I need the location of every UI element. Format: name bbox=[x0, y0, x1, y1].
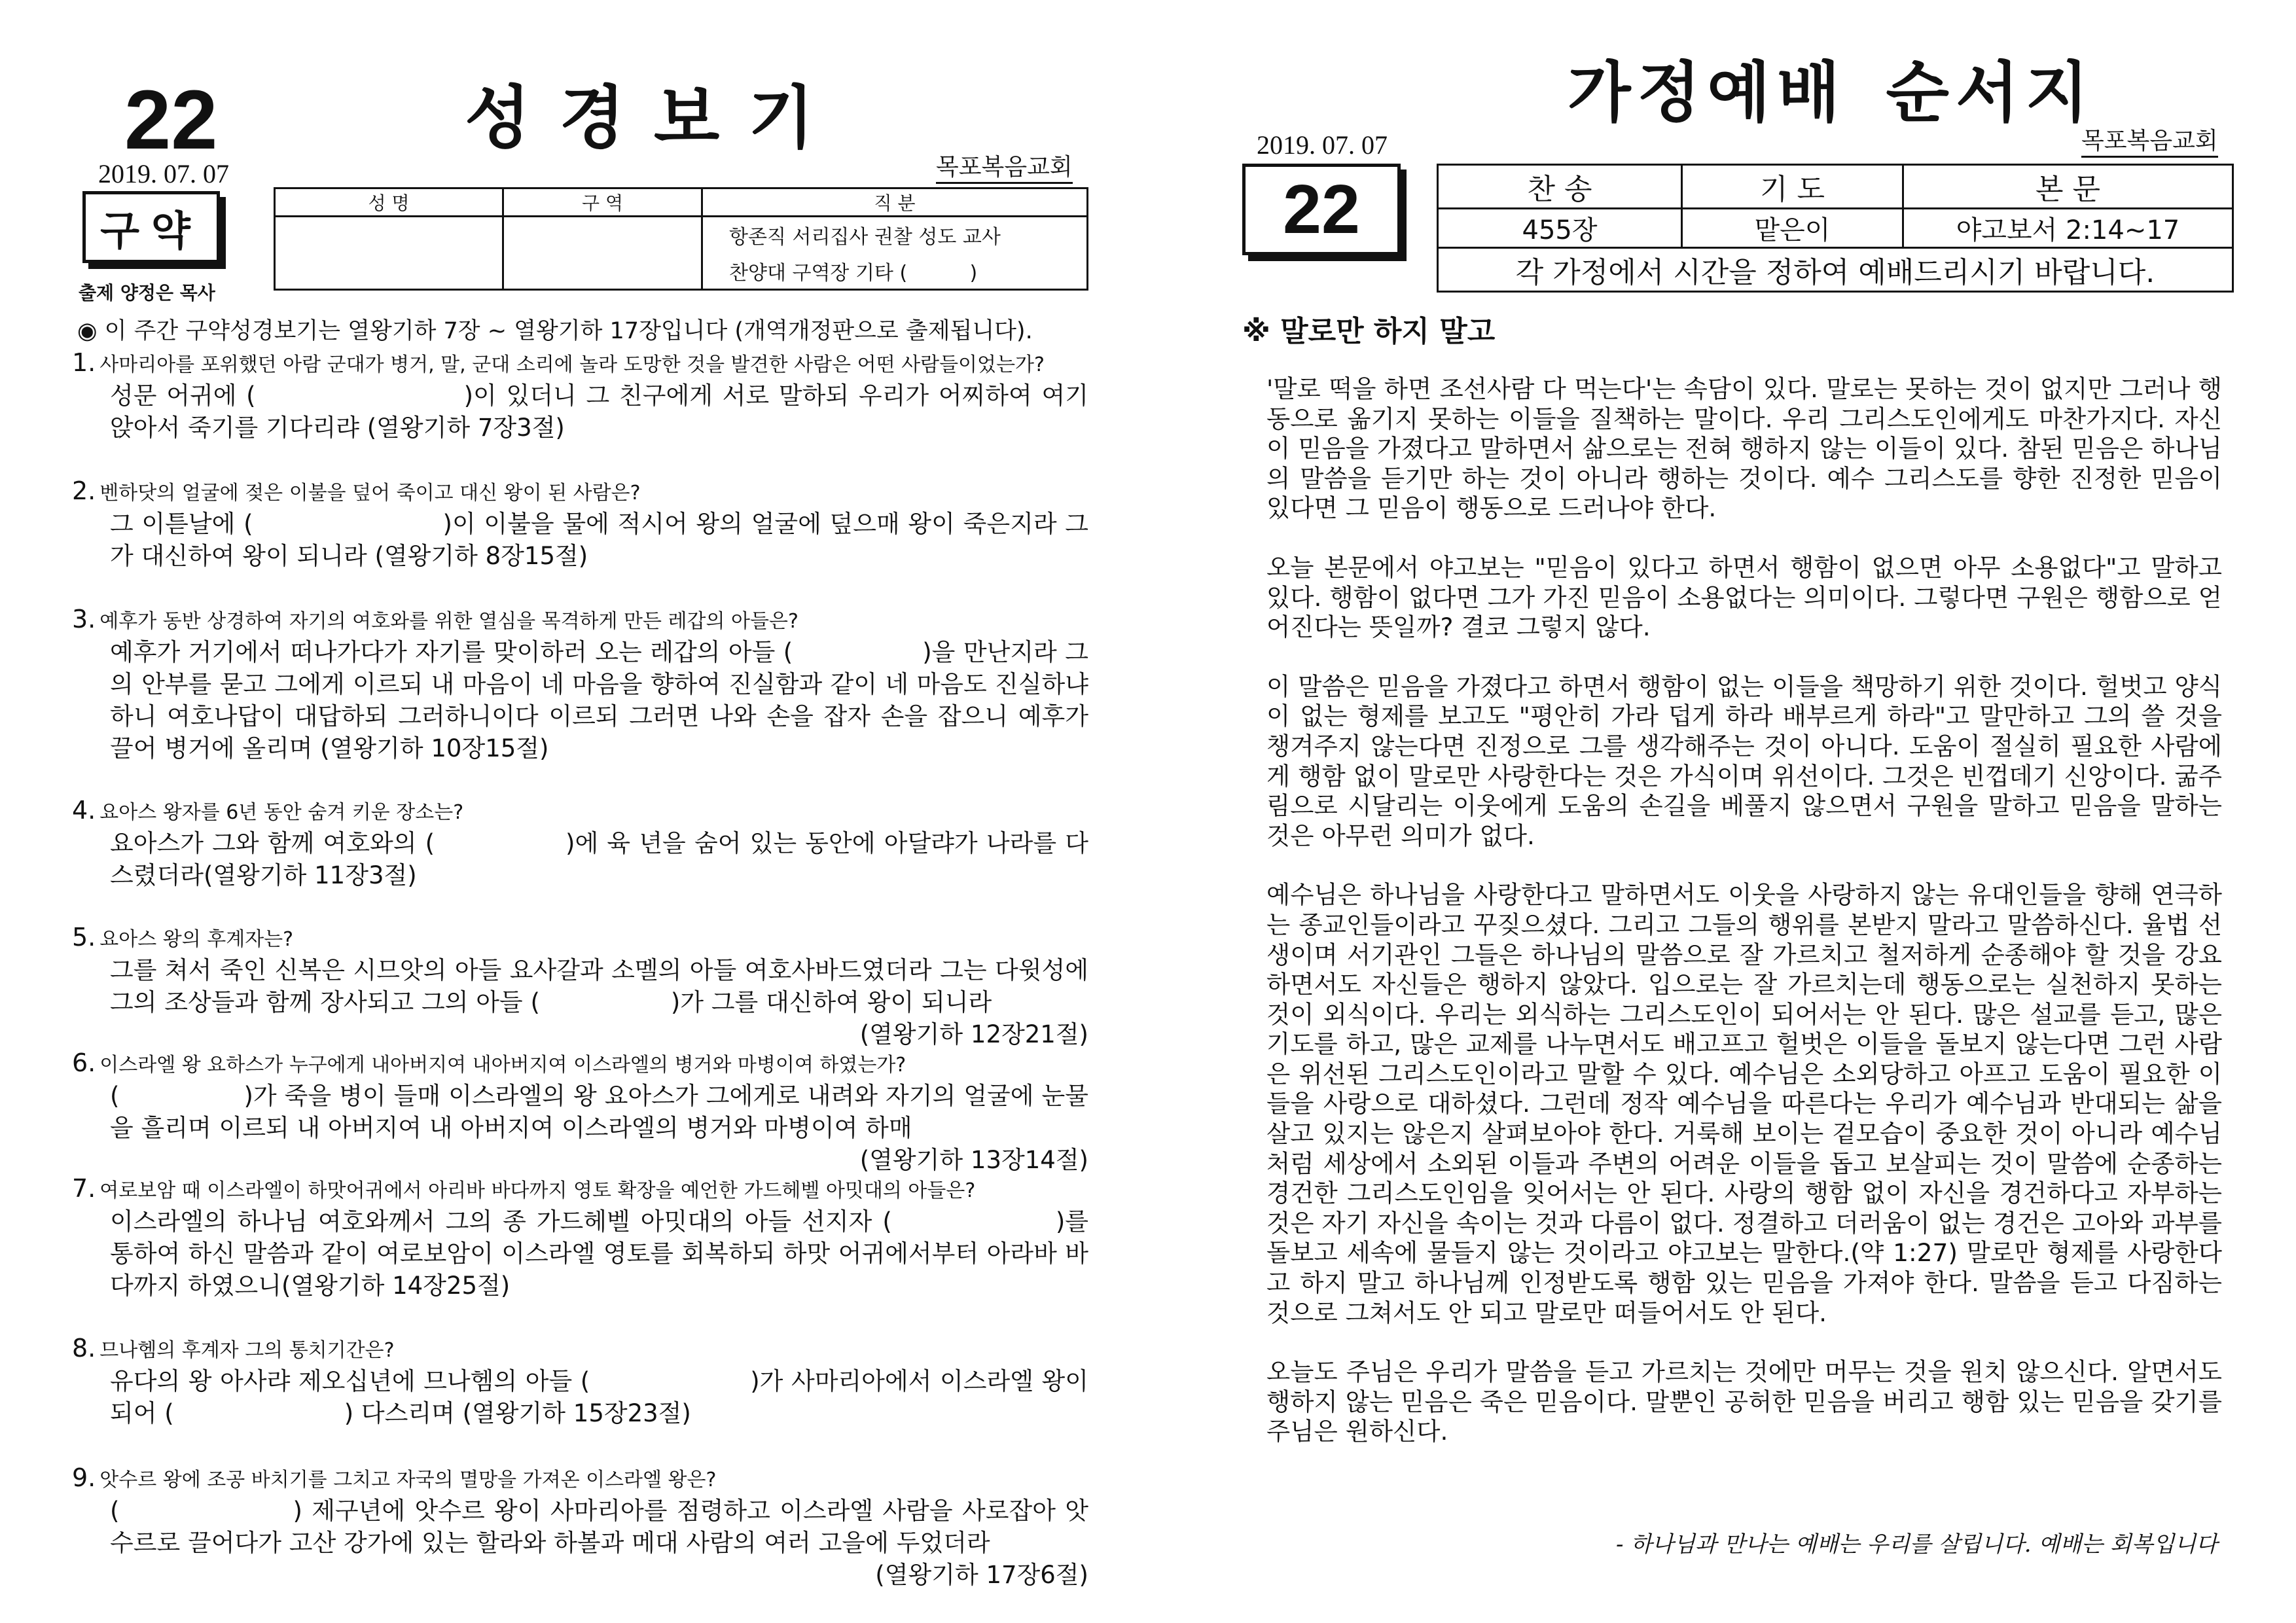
question-number: 1. bbox=[72, 348, 96, 377]
question-text: 앗수르 왕에 조공 바치기를 그치고 자국의 멸망을 가져온 이스라엘 왕은? bbox=[99, 1469, 717, 1491]
page-title: 성경보기 bbox=[465, 78, 843, 158]
sermon-paragraph: 예수님은 하나님을 사랑한다고 말하면서도 이웃을 사랑하지 않는 유대인들을 향해 연극하는 종교인들이라고 꾸짖으셨다. 그리고 그들의 행위를 본받지 말라고 말씀하신다. 율법 선생이며 서기관인 그들은 하나님의 말씀으로 잘 가르치고 철저하게 순종해야 할 것을 강요하면서도 자신들은 행하지 않았다. 입으로는 잘 가르치는데 행동으로는 실천하지 못하는 것이 외식이다. 우리는 외식하는 그리스도인이 되어서는 안 된다. 많은 설교를 듣고, 많은 기도를 하고, 많은 교제를 나누면서도 배고프고 헐벗은 이들을 돌보지 않는다면 그런 사람은 위선된 그리스도인이라고 말할 수 있다. 예수님은 소외당하고 아프고 도움이 필요한 이들을 사랑으로 대하셨다. 그런데 정작 예수님을 따른다는 우리가 예수님과 반대되는 삶을 살고 있지는 않은지 살펴보아야 한다. 거룩해 보이는 겉모습이 중요한 것이 아니라 예수님처럼 세상에서 소외된 이들과 주변의 어려운 이들을 돕고 보살피는 것이 말씀에 순종하는 경건한 그리스도인임을 잊어서는 안 된다. 사랑의 행함 없이 자신을 경건하다고 자부하는 것은 자기 자신을 속이는 것과 다름이 없다. 정결하고 더러움이 없는 경건은 고아와 과부를 돌보고 세속에 물들지 않는 것이라고 야고보는 말한다.(약 1:27) 말로만 형제를 사랑한다고 하지 말고 하나님께 인정받도록 행함 있는 믿음을 가져야 한다. 말씀을 듣고 다짐하는 것으로 그쳐서도 안 되고 말로만 떠들어서도 안 된다. bbox=[1266, 880, 2223, 1327]
scripture-value: 야고보서 2:14~17 bbox=[1903, 209, 2233, 248]
question-text: 므나헴의 후계자 그의 통치기간은? bbox=[99, 1339, 395, 1362]
intro-text: ◉ 이 주간 구약성경보기는 열왕기하 7장 ~ 열왕기하 17장입니다 (개역개정판으로 출제됩니다). bbox=[77, 318, 1033, 344]
question-number: 2. bbox=[72, 476, 96, 505]
worship-number: 22 bbox=[1283, 171, 1360, 248]
question-text: 이스라엘 왕 요하스가 누구에게 내아버지여 내아버지여 이스라엘의 병거와 마병이여 하였는가? bbox=[99, 1054, 906, 1077]
reg-header-name: 성 명 bbox=[275, 188, 503, 217]
question-number: 3. bbox=[72, 605, 96, 633]
worship-order-table bbox=[1437, 164, 2234, 293]
title-word: 순서지 bbox=[1886, 54, 2096, 131]
col-header-hymn: 찬 송 bbox=[1438, 165, 1682, 209]
question-3 bbox=[72, 605, 1088, 764]
closing-motto: - 하나님과 만나는 예배는 우리를 살립니다. 예배는 회복입니다 bbox=[1615, 1531, 2217, 1558]
worship-note: 각 가정에서 시간을 정하여 예배드리시기 바랍니다. bbox=[1438, 248, 2233, 292]
reg-header-duty: 직 분 bbox=[702, 188, 1088, 217]
col-header-scripture: 본 문 bbox=[1903, 165, 2233, 209]
question-9 bbox=[72, 1463, 1088, 1591]
question-text: 예후가 동반 상경하여 자기의 여호와를 위한 열심을 목격하게 만든 레갑의 아들은? bbox=[99, 610, 798, 633]
reg-duty-line1: 항존직 서리집사 권찰 성도 교사 bbox=[702, 217, 1088, 253]
col-header-prayer: 기 도 bbox=[1682, 165, 1903, 209]
question-4 bbox=[72, 796, 1088, 891]
sermon-paragraph: 오늘 본문에서 야고보는 "믿음이 있다고 하면서 행함이 없으면 아무 소용없다"고 말하고 있다. 행함이 없다면 그가 가진 믿음이 소용없다는 의미이다. 그렇다면 구원은 행함으로 얻어진다는 뜻일까? 결코 그렇지 않다. bbox=[1266, 552, 2222, 642]
verse-reference: (열왕기하 12장21절) bbox=[859, 1020, 1088, 1048]
answer-text: )가 죽을 병이 들매 이스라엘의 왕 요아스가 그에게로 내려와 자기의 얼굴에 눈물을 흘리며 이르되 내 아버지여 내 아버지여 이스라엘의 병거와 마병이여 하매 bbox=[110, 1082, 1088, 1142]
testament-tag-label: 구약 bbox=[100, 206, 202, 255]
worship-church-name: 목포복음교회 bbox=[2081, 130, 2218, 158]
answer-text: )가 그를 대신하여 왕이 되니라 bbox=[670, 988, 992, 1016]
answer-text: ( bbox=[110, 1497, 120, 1525]
sermon-body bbox=[1266, 374, 2222, 1476]
answer-text: 그 이튿날에 ( bbox=[110, 510, 253, 538]
question-2 bbox=[72, 476, 1088, 572]
sheet-number: 22 bbox=[124, 73, 218, 167]
verse-reference: (열왕기하 17장6절) bbox=[875, 1561, 1088, 1589]
answer-text: )가 사마리아에서 이스라엘 왕이 되어 ( bbox=[110, 1367, 1088, 1427]
question-number: 9. bbox=[72, 1463, 96, 1492]
question-number: 7. bbox=[72, 1174, 96, 1203]
answer-text: )을 만난지라 그의 안부를 묻고 그에게 이르되 내 마음이 네 마음을 향하여 진실함과 같이 네 마음도 진실하냐 하니 여호나답이 대답하되 그러하니이다 이르되 그러면 나와 손을 잡자 손을 잡으니 예후가 끌어 병거에 올리며 (열왕기하 10장15절) bbox=[110, 638, 1088, 762]
answer-text: )에 육 년을 숨어 있는 동안에 아달랴가 나라를 다스렸더라(열왕기하 11장3절) bbox=[110, 829, 1088, 889]
answer-text: )이 이불을 물에 적시어 왕의 얼굴에 덮으매 왕이 죽은지라 그가 대신하여 왕이 되니라 (열왕기하 8장15절) bbox=[110, 510, 1088, 570]
hymn-value: 455장 bbox=[1438, 209, 1682, 248]
worship-date: 2019. 07. 07 bbox=[1257, 130, 1388, 160]
question-text: 여로보암 때 이스라엘이 하맛어귀에서 아리바 바다까지 영토 확장을 예언한 가드헤벨 아밋대의 아들은? bbox=[99, 1179, 976, 1202]
question-5 bbox=[72, 923, 1088, 1050]
question-number: 4. bbox=[72, 796, 96, 825]
reg-district-field[interactable] bbox=[503, 217, 702, 290]
answer-text: 그를 쳐서 죽인 신복은 시므앗의 아들 요사갈과 소멜의 아들 여호사바드였더라 그는 다윗성에 그의 조상들과 함께 장사되고 그의 아들 ( bbox=[110, 956, 1088, 1016]
question-author: 출제 양정은 목사 bbox=[79, 282, 215, 304]
question-text: 사마리아를 포위했던 아람 군대가 병거, 말, 군대 소리에 놀라 도망한 것을 발견한 사람은 어떤 사람들이었는가? bbox=[99, 353, 1045, 376]
answer-text: )이 있더니 그 친구에게 서로 말하되 우리가 어찌하여 여기 앉아서 죽기를 기다리랴 (열왕기하 7장3절) bbox=[110, 382, 1089, 442]
question-8 bbox=[72, 1334, 1088, 1429]
worship-number-box bbox=[1242, 164, 1401, 255]
question-text: 요아스 왕의 후계자는? bbox=[99, 928, 294, 951]
reg-header-district: 구 역 bbox=[503, 188, 702, 217]
sermon-heading: ※ 말로만 하지 말고 bbox=[1242, 315, 1496, 348]
answer-text: 유다의 왕 아사랴 제오십년에 므나헴의 아들 ( bbox=[110, 1367, 590, 1395]
question-7 bbox=[72, 1174, 1088, 1302]
answer-text: )를 통하여 하신 말씀과 같이 여로보암이 이스라엘 영토를 회복하되 하맛 어귀에서부터 아라바 바다까지 하였으니(열왕기하 14장25절) bbox=[110, 1207, 1088, 1300]
answer-text: 요아스가 그와 함께 여호와의 ( bbox=[110, 829, 435, 857]
testament-tag bbox=[82, 191, 220, 263]
reg-duty-line2: 찬양대 구역장 기타 ( ) bbox=[702, 253, 1088, 290]
church-name: 목포복음교회 bbox=[936, 156, 1073, 184]
question-number: 5. bbox=[72, 923, 96, 952]
prayer-value: 맡은이 bbox=[1682, 209, 1903, 248]
answer-text: 예후가 거기에서 떠나가다가 자기를 맞이하러 오는 레갑의 아들 ( bbox=[110, 638, 793, 666]
question-text: 요아스 왕자를 6년 동안 숨겨 키운 장소는? bbox=[99, 801, 464, 824]
worship-order-title bbox=[1568, 54, 2096, 131]
question-1 bbox=[72, 348, 1089, 444]
sermon-paragraph: 이 말씀은 믿음을 가졌다고 하면서 행함이 없는 이들을 책망하기 위한 것이다. 헐벗고 양식이 없는 형제를 보고도 "평안히 가라 덥게 하라 배부르게 하라"고 말만하고 그의 쓸 것을 챙겨주지 않는다면 진정으로 그를 생각해주는 것이 아니다. 도움이 절실히 필요한 사람에게 행함 없이 말로만 사랑한다는 것은 가식이며 위선이다. 그것은 빈껍데기 신앙이다. 굶주림으로 시달리는 이웃에게 도움의 손길을 베풀지 않으면서 구원을 말하고 믿음을 말하는 것은 아무런 의미가 없다. bbox=[1266, 671, 2222, 850]
title-word: 가정예배 bbox=[1568, 54, 1847, 131]
answer-text: ) 다스리며 (열왕기하 15장23절) bbox=[344, 1399, 691, 1427]
reg-name-field[interactable] bbox=[275, 217, 503, 290]
question-number: 8. bbox=[72, 1334, 96, 1363]
question-number: 6. bbox=[72, 1048, 96, 1077]
question-6 bbox=[72, 1048, 1088, 1176]
sermon-paragraph: '말로 떡을 하면 조선사람 다 먹는다'는 속담이 있다. 말로는 못하는 것이 없지만 그러나 행동으로 옮기지 못하는 이들을 질책하는 말이다. 우리 그리스도인에게도 마찬가지다. 자신이 믿음을 가졌다고 말하면서 삶으로는 전혀 행하지 않는 이들이 있다. 참된 믿음은 하나님의 말씀을 듣기만 하는 것이 아니라 행하는 것이다. 예수 그리스도를 향한 진정한 믿음이 있다면 그 믿음이 행동으로 드러나야 한다. bbox=[1266, 374, 2222, 523]
answer-text: 성문 어귀에 ( bbox=[110, 382, 256, 410]
verse-reference: (열왕기하 13장14절) bbox=[859, 1146, 1088, 1174]
registration-table bbox=[274, 187, 1088, 291]
answer-text: ) 제구년에 앗수르 왕이 사마리아를 점령하고 이스라엘 사람을 사로잡아 앗수르로 끌어다가 고산 강가에 있는 할라와 하볼과 메대 사람의 여러 고을에 두었더라 bbox=[110, 1497, 1088, 1557]
answer-text: 이스라엘의 하나님 여호와께서 그의 종 가드헤벨 아밋대의 아들 선지자 ( bbox=[110, 1207, 892, 1236]
answer-text: ( bbox=[110, 1082, 120, 1110]
sermon-paragraph: 오늘도 주님은 우리가 말씀을 듣고 가르치는 것에만 머무는 것을 원치 않으신다. 알면서도 행하지 않는 믿음은 죽은 믿음이다. 말뿐인 공허한 믿음을 버리고 행함 있는 믿음을 갖기를 주님은 원하신다. bbox=[1266, 1357, 2222, 1446]
question-text: 벤하닷의 얼굴에 젖은 이불을 덮어 죽이고 대신 왕이 된 사람은? bbox=[99, 482, 641, 505]
issue-date: 2019. 07. 07 bbox=[98, 159, 229, 188]
